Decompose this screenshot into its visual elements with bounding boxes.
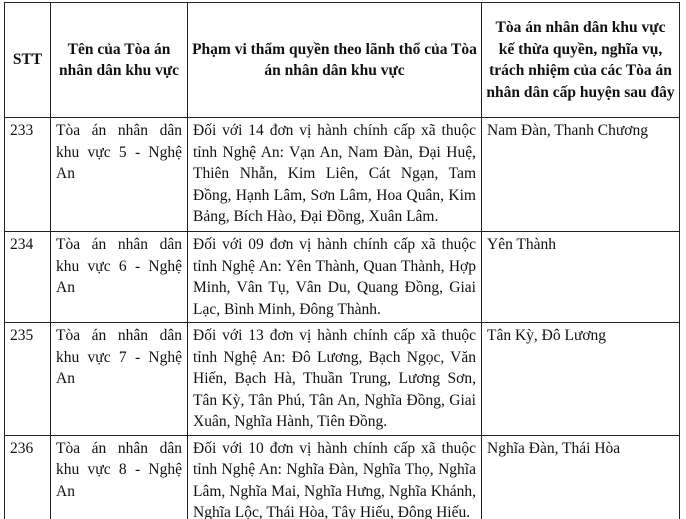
cell-stt: 234 [5, 232, 51, 323]
cell-stt: 233 [5, 118, 51, 232]
cell-scope: Đối với 13 đơn vị hành chính cấp xã thuộc tỉnh Nghệ An: Đô Lương, Bạch Ngọc, Văn Hiến, Bạch Hà, Thuần Trung, Lương Sơn, Tân Kỳ, Tân Phú, Tân An, Nghĩa Đồng, Giai Xuân, Nghĩa Hành, Tiên Đồng. [188, 323, 482, 436]
cell-court-name: Tòa án nhân dân khu vực 6 - Nghệ An [51, 232, 188, 323]
cell-stt: 235 [5, 323, 51, 436]
cell-court-name: Tòa án nhân dân khu vực 5 - Nghệ An [51, 118, 188, 232]
cell-successor: Tân Kỳ, Đô Lương [482, 323, 680, 436]
header-stt: STT [5, 3, 51, 118]
cell-court-name: Tòa án nhân dân khu vực 8 - Nghệ An [51, 435, 188, 519]
cell-scope: Đối với 14 đơn vị hành chính cấp xã thuộc tỉnh Nghệ An: Vạn An, Nam Đàn, Đại Huệ, Thiên Nhẫn, Kim Liên, Cát Ngạn, Tam Đồng, Hạnh Lâm, Sơn Lâm, Hoa Quân, Kim Bảng, Bích Hào, Đại Đồng, Xuân Lâm. [188, 118, 482, 232]
cell-scope: Đối với 09 đơn vị hành chính cấp xã thuộc tỉnh Nghệ An: Yên Thành, Quan Thành, Hợp Minh, Vân Tụ, Vân Du, Quang Đồng, Giai Lạc, Bình Minh, Đông Thành. [188, 232, 482, 323]
header-scope: Phạm vi thẩm quyền theo lãnh thổ của Tòa án nhân dân khu vực [188, 3, 482, 118]
court-jurisdiction-table [4, 2, 680, 519]
table-row [5, 435, 680, 519]
cell-successor: Nam Đàn, Thanh Chương [482, 118, 680, 232]
cell-scope: Đối với 10 đơn vị hành chính cấp xã thuộc tỉnh Nghệ An: Nghĩa Đàn, Nghĩa Thọ, Nghĩa Lâm, Nghĩa Mai, Nghĩa Hưng, Nghĩa Khánh, Nghĩa Lộc, Thái Hòa, Tây Hiếu, Đông Hiếu. [188, 435, 482, 519]
table-header-row [5, 3, 680, 118]
cell-stt: 236 [5, 435, 51, 519]
table-row [5, 232, 680, 323]
cell-court-name: Tòa án nhân dân khu vực 7 - Nghệ An [51, 323, 188, 436]
header-court-name: Tên của Tòa án nhân dân khu vực [51, 3, 188, 118]
table-row [5, 118, 680, 232]
cell-successor: Yên Thành [482, 232, 680, 323]
header-successor: Tòa án nhân dân khu vực kế thừa quyền, nghĩa vụ, trách nhiệm của các Tòa án nhân dân cấp huyện sau đây [482, 3, 680, 118]
cell-successor: Nghĩa Đàn, Thái Hòa [482, 435, 680, 519]
table-row [5, 323, 680, 436]
